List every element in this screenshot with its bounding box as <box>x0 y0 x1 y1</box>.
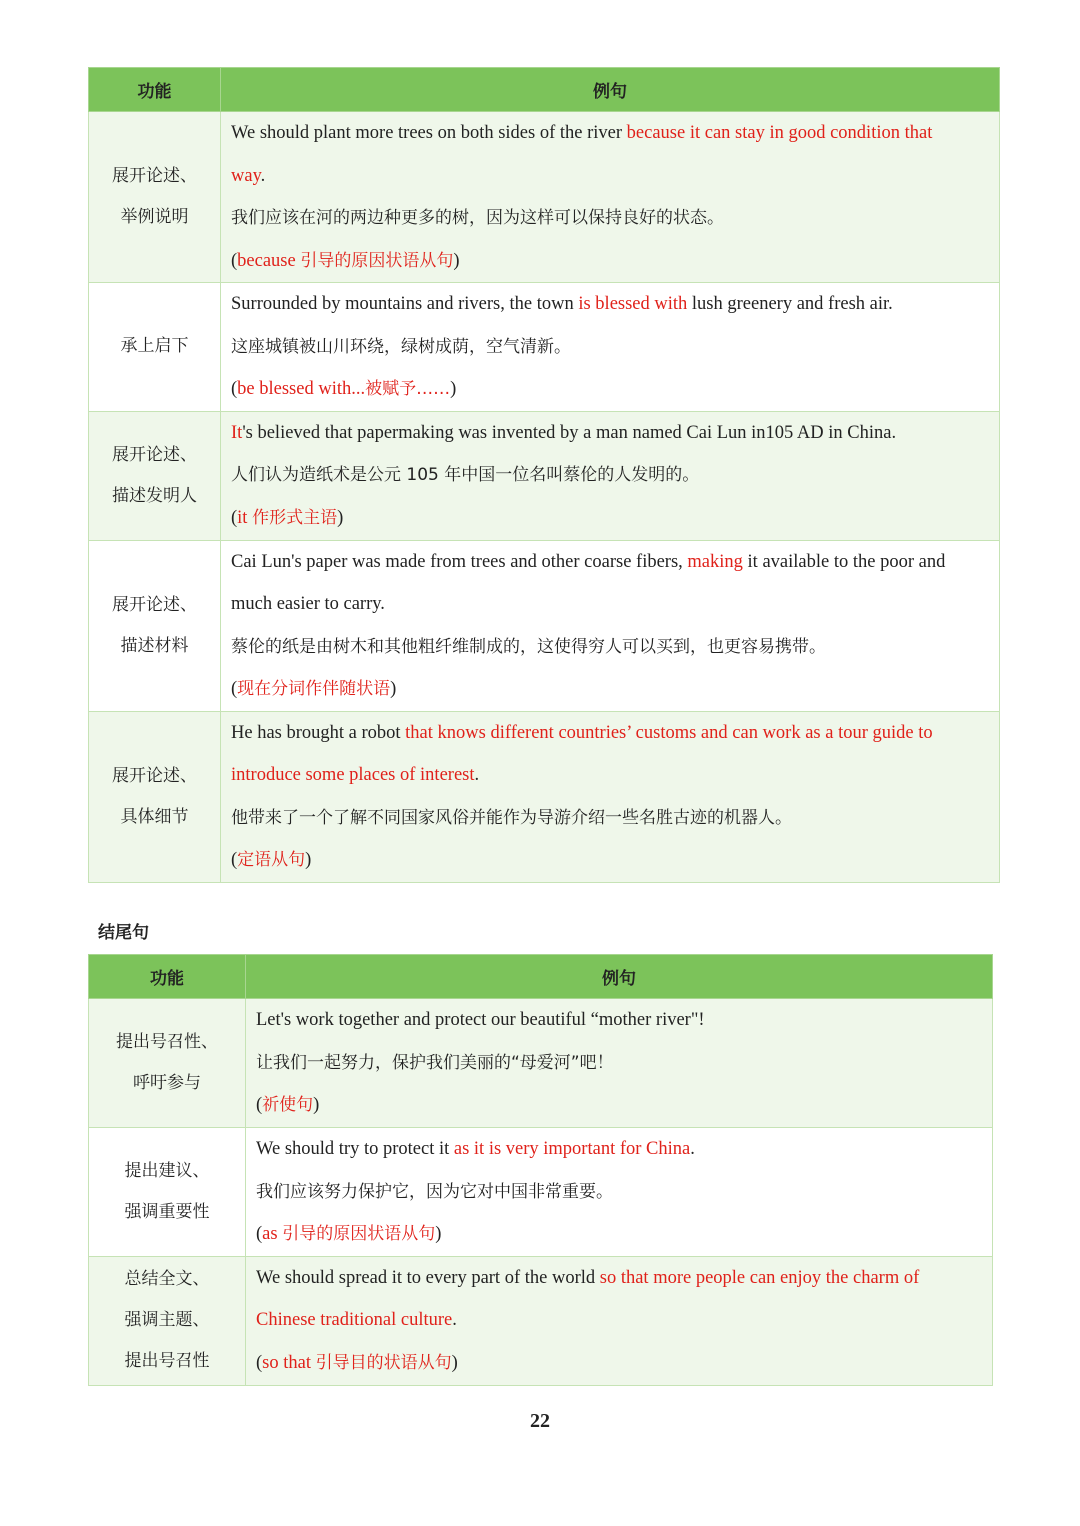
text: ) <box>305 850 312 870</box>
example-en <box>231 712 989 755</box>
table-row <box>89 999 993 1128</box>
section-title: 结尾句 <box>98 923 149 943</box>
example-zh: 他带来了一个了解不同国家风俗并能作为导游介绍一些名胜古迹的机器人。 <box>231 807 792 828</box>
highlight: as it is very important for China <box>453 1139 691 1159</box>
table-row <box>89 411 1000 540</box>
header-example: 例句 <box>246 955 993 999</box>
grammar-note <box>231 497 989 540</box>
text: lush greenery and fresh air. <box>687 294 893 314</box>
highlight: way <box>231 165 261 186</box>
example-cell <box>246 999 993 1128</box>
text: ( <box>231 379 238 399</box>
text: ) <box>453 250 460 271</box>
function-text: 展开论述、 <box>112 166 197 186</box>
text: ) <box>451 1352 458 1373</box>
example-en <box>256 1299 982 1342</box>
highlight: 引导的原因状语从句 <box>282 1224 436 1244</box>
highlight: 引导目的状语从句 <box>315 1352 452 1373</box>
example-en <box>231 155 989 198</box>
text: it available to the poor and <box>742 551 946 572</box>
table-row <box>89 283 1000 412</box>
function-cell <box>89 1128 246 1257</box>
text: We should spread it to every part of the world <box>256 1267 600 1288</box>
example-en <box>256 1257 982 1300</box>
header-function: 功能 <box>89 68 221 112</box>
grammar-note <box>231 240 989 283</box>
function-text: 强调重要性 <box>124 1201 210 1222</box>
sentence-table-ending <box>88 954 993 1386</box>
table-header <box>89 68 1000 112</box>
function-cell <box>89 999 246 1128</box>
grammar-note <box>231 839 989 882</box>
function-text: 展开论述、 <box>112 765 197 786</box>
text: We should try to protect it <box>256 1139 454 1159</box>
highlight: making <box>687 551 743 572</box>
example-cell <box>246 1256 993 1385</box>
example-zh: 让我们一起努力，保护我们美丽的“母爱河”吧！ <box>256 1052 614 1073</box>
header-function: 功能 <box>89 955 246 999</box>
text: ( <box>231 679 238 699</box>
function-text: 展开论述、 <box>112 594 197 615</box>
function-text: 承上启下 <box>120 336 189 357</box>
text: We should plant more trees on both sides of the river <box>231 123 627 143</box>
highlight: 祈使句 <box>262 1095 314 1116</box>
text: ( <box>256 1352 263 1373</box>
text: ( <box>231 507 238 528</box>
example-en <box>231 112 989 155</box>
function-cell <box>89 411 221 540</box>
highlight: It <box>231 422 243 443</box>
text: ( <box>256 1224 263 1244</box>
example-zh: 我们应该在河的两边种更多的树，因为这样可以保持良好的状态。 <box>231 208 724 228</box>
highlight: 定语从句 <box>237 850 306 870</box>
highlight: that knows different countries’ customs and can work as a tour guide to <box>405 722 933 743</box>
highlight: is blessed with <box>578 294 688 314</box>
text: . <box>474 765 480 785</box>
example-en <box>231 754 989 797</box>
table-row <box>89 112 1000 283</box>
example-cell <box>221 283 1000 412</box>
example-en <box>231 283 989 326</box>
function-text: 展开论述、 <box>112 444 197 465</box>
example-en <box>256 1128 982 1171</box>
table-row <box>89 540 1000 711</box>
example-cell <box>221 711 1000 882</box>
highlight: introduce some places of interest <box>231 765 475 785</box>
function-cell <box>89 711 221 882</box>
grammar-note <box>256 1084 982 1127</box>
example-cell <box>221 112 1000 283</box>
highlight: Chinese traditional culture <box>256 1310 453 1331</box>
example-cell <box>246 1128 993 1257</box>
text: . <box>452 1310 457 1331</box>
text: ( <box>231 850 238 870</box>
example-en <box>231 541 989 584</box>
highlight: 现在分词作伴随状语 <box>237 679 391 699</box>
function-text: 提出号召性 <box>124 1351 210 1371</box>
function-text: 提出建议、 <box>124 1160 210 1181</box>
highlight: it <box>237 507 253 528</box>
highlight: 引导的原因状语从句 <box>300 250 454 271</box>
text: ( <box>231 250 238 271</box>
example-zh: 蔡伦的纸是由树木和其他粗纤维制成的，这使得穷人可以买到，也更容易携带。 <box>231 636 826 657</box>
example-zh: 我们应该努力保护它，因为它对中国非常重要。 <box>256 1181 613 1202</box>
function-cell <box>89 112 221 283</box>
text: ) <box>313 1095 320 1116</box>
table-row <box>89 711 1000 882</box>
function-cell <box>89 283 221 412</box>
highlight: be blessed with... <box>237 379 366 399</box>
header-example: 例句 <box>221 68 1000 112</box>
example-cell <box>221 411 1000 540</box>
highlight: 作形式主语 <box>252 507 338 528</box>
text: ) <box>450 379 457 399</box>
grammar-note <box>256 1342 982 1385</box>
highlight: so that <box>262 1352 316 1373</box>
function-text: 呼吁参与 <box>133 1073 201 1093</box>
function-text: 描述材料 <box>120 635 189 656</box>
example-zh: 这座城镇被山川环绕，绿树成荫，空气清新。 <box>231 336 571 357</box>
example-cell <box>221 540 1000 711</box>
grammar-note <box>231 668 989 711</box>
highlight: 被赋予…… <box>365 379 451 399</box>
example-en: much easier to carry. <box>231 594 385 614</box>
example-en: Let's work together and protect our beautiful “mother river"! <box>256 1010 705 1031</box>
text: ) <box>390 679 397 699</box>
highlight: because <box>237 250 301 271</box>
grammar-note <box>231 368 989 411</box>
highlight: as <box>262 1224 283 1244</box>
function-text: 提出号召性、 <box>116 1032 218 1052</box>
text: ) <box>435 1224 442 1244</box>
text: He has brought a robot <box>231 722 406 743</box>
highlight: so that more people can enjoy the charm of <box>599 1267 920 1288</box>
highlight: because it can stay in good condition that <box>626 123 933 143</box>
table-header <box>89 955 993 999</box>
sentence-table-body <box>88 67 1000 883</box>
page-number: 22 <box>530 1410 550 1432</box>
table-row <box>89 1128 993 1257</box>
function-text: 强调主题、 <box>124 1310 210 1330</box>
text: Surrounded by mountains and rivers, the town <box>231 294 579 314</box>
text: ( <box>256 1095 263 1116</box>
function-text: 举例说明 <box>120 207 189 227</box>
text: 's believed that papermaking was invented by a man named Cai Lun in105 AD in China. <box>242 422 897 443</box>
text: ) <box>337 507 344 528</box>
text: . <box>260 165 266 186</box>
example-zh: 人们认为造纸术是公元 105 年中国一位名叫蔡伦的人发明的。 <box>231 465 700 486</box>
table-row <box>89 1256 993 1385</box>
function-text: 总结全文、 <box>124 1269 210 1289</box>
function-cell <box>89 540 221 711</box>
function-text: 具体细节 <box>120 806 189 827</box>
text: . <box>690 1139 695 1159</box>
example-en <box>231 412 989 455</box>
grammar-note <box>256 1213 982 1256</box>
text: Cai Lun's paper was made from trees and other coarse fibers, <box>231 551 688 572</box>
function-text: 描述发明人 <box>112 485 197 506</box>
function-cell <box>89 1256 246 1385</box>
